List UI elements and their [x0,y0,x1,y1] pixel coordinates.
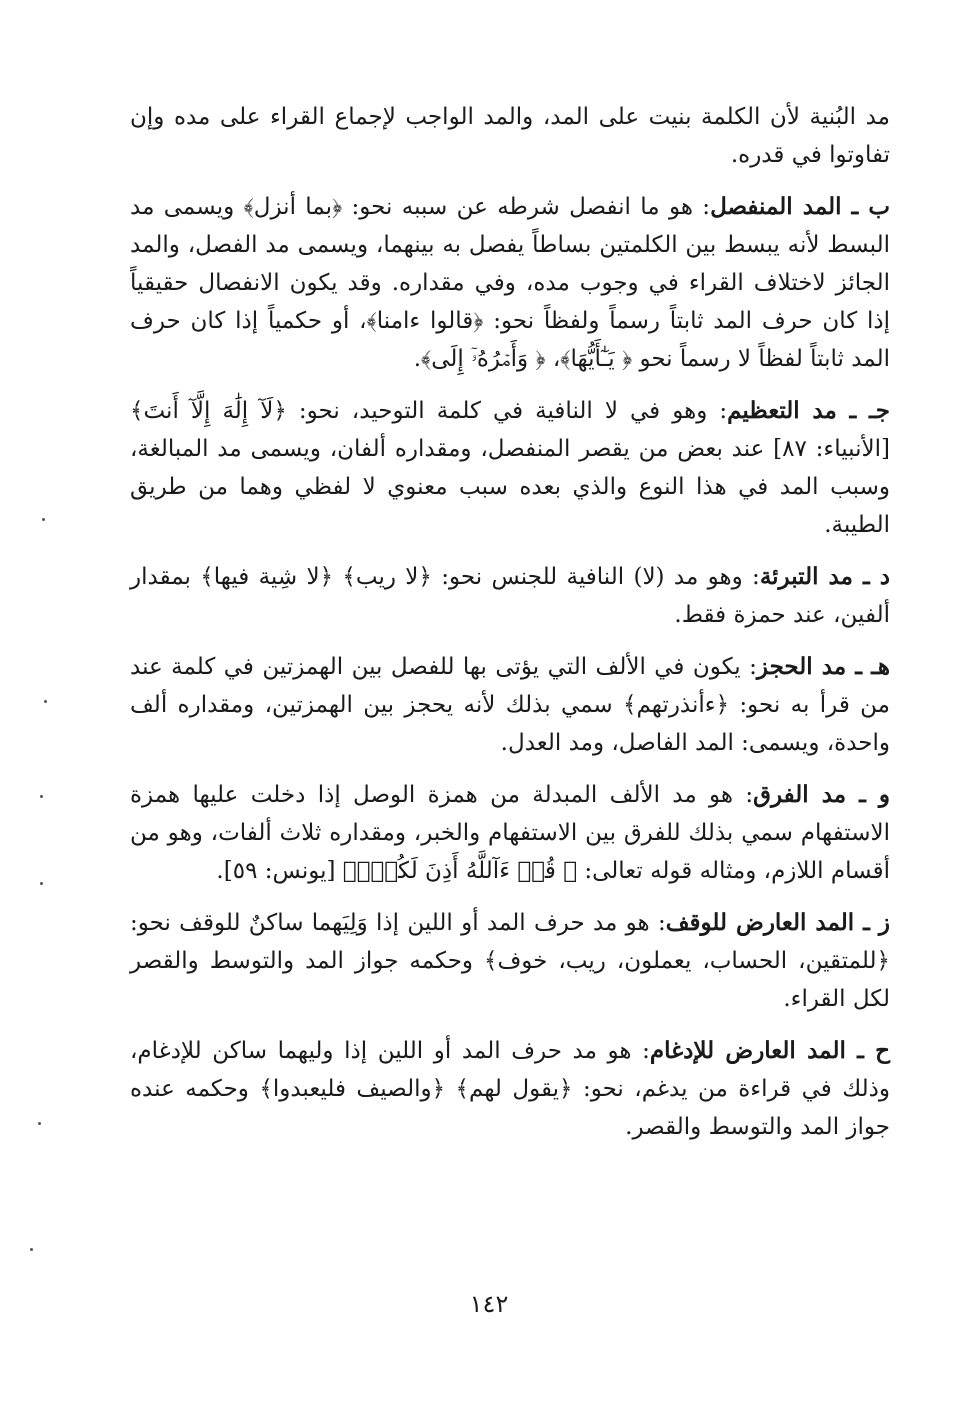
paragraph-text: : هو مد حرف المد أو اللين إذا وَلِيَهما ساكنٌ للوقف نحو: ﴿للمتقين، الحساب، يعملون، ريب، خوف﴾ وحكمه جواز المد والتوسط والقصر لكل القراء. [130,910,890,1012]
section-heading: و ـ مد الفرق [753,781,891,808]
scan-speck [38,1122,41,1125]
section-heading: ح ـ المد العارض للإدغام [649,1037,890,1064]
paragraph-arid-waqf [130,904,890,1018]
paragraph-arid-idgham [130,1032,890,1146]
paragraph-hajz [130,648,890,762]
section-heading: د ـ مد التبرئة [759,563,890,590]
paragraph-farq [130,776,890,890]
scan-speck [40,882,43,885]
paragraph-text: : هو مد حرف المد أو اللين إذا وليهما ساكن للإدغام، وذلك في قراءة من يدغم، نحو: ﴿يقول لهم﴾ ﴿والصيف فليعبدوا﴾ وحكمه عنده جواز المد والتوسط والقصر. [130,1038,890,1140]
paragraph-munfasil [130,188,890,378]
section-heading: ز ـ المد العارض للوقف [665,909,890,936]
scan-speck [40,795,43,798]
page-number: ١٤٢ [469,1290,509,1318]
paragraph-intro [130,98,890,174]
scan-speck [30,1248,33,1251]
paragraph-text: : وهو مد (لا) النافية للجنس نحو: ﴿لا ريب﴾ ﴿لا شِية فيها﴾ بمقدار ألفين، عند حمزة فقط. [130,564,890,628]
section-heading: هـ ـ مد الحجز [756,653,890,680]
paragraph-text: : وهو في لا النافية في كلمة التوحيد، نحو: ﴿لَآ إِلَٰهَ إِلَّآ أَنتَ﴾ [الأنبياء: ٨٧] عند بعض من يقصر المنفصل، ومقداره ألفان، ويسمى مد المبالغة، وسبب المد في هذا النوع والذي بعده سبب معنوي لا لفظي وهما من طريق الطيبة. [130,398,890,538]
paragraph-text: : هو ما انفصل شرطه عن سببه نحو: ﴿بما أنزل﴾ ويسمى مد البسط لأنه يبسط بين الكلمتين بساطاً يفصل به بينهما، ويسمى مد الفصل، والمد الجائز لاختلاف القراء في وجوب مده، وفي مقداره. وقد يكون الانفصال حقيقياً إذا كان حرف المد ثابتاً رسماً ولفظاً نحو: ﴿قالوا ءامنا﴾، أو حكمياً إذا كان حرف المد ثابتاً لفظاً لا رسماً نحو ﴿ يَـٰٓأَيُّهَا﴾، ﴿ وَأَمۡرُهُۥٓ إِلَى﴾. [130,194,890,372]
scan-speck [44,700,47,703]
paragraph-text: مد البُنية لأن الكلمة بنيت على المد، والمد الواجب لإجماع القراء على مده وإن تفاوتوا في قدره. [130,104,890,168]
paragraph-text: : هو مد الألف المبدلة من همزة الوصل إذا دخلت عليها همزة الاستفهام سمي بذلك للفرق بين الاستفهام والخبر، ومقداره ثلاث ألفات، وهو من أقسام اللازم، ومثاله قوله تعالى: ﴿ قُلۡ ءَآللَّهُ أَذِنَ لَكُمۡۖ﴾ [يونس: ٥٩]. [130,782,890,884]
paragraph-tabria [130,558,890,634]
scan-speck [42,518,45,521]
paragraph-text: : يكون في الألف التي يؤتى بها للفصل بين الهمزتين في كلمة عند من قرأ به نحو: ﴿ءأنذرتهم﴾ سمي بذلك لأنه يحجز بين الهمزتين، ومقداره ألف واحدة، ويسمى: المد الفاصل، ومد العدل. [130,654,890,756]
paragraph-tazim [130,392,890,544]
page-body [130,98,890,1160]
section-heading: ب ـ المد المنفصل [710,193,890,220]
section-heading: جـ ـ مد التعظيم [727,397,890,424]
